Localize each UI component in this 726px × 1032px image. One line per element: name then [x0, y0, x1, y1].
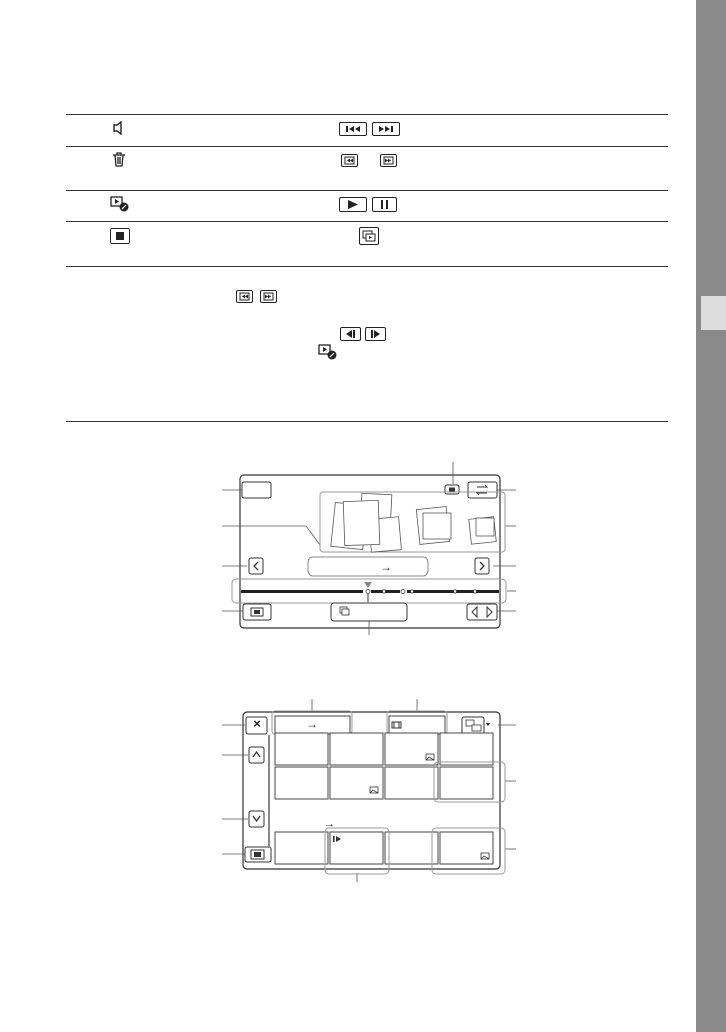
page-edge-bar: [696, 0, 726, 1032]
table-rule: [66, 266, 668, 267]
volume-icon: [111, 121, 125, 135]
event-view-diagram: [222, 460, 522, 635]
table-rule: [66, 221, 668, 222]
slideshow-button[interactable]: [359, 227, 379, 245]
fast-forward-icon: [260, 290, 277, 303]
fast-forward-button[interactable]: [380, 154, 397, 167]
close-button[interactable]: ×: [253, 716, 261, 731]
index-view-diagram: [222, 697, 522, 882]
section-tab: [701, 296, 726, 330]
rewind-button[interactable]: [341, 154, 358, 167]
table-rule: [66, 421, 668, 422]
previous-button[interactable]: [339, 122, 367, 136]
playback-edit-icon: [110, 196, 130, 212]
pause-button[interactable]: [372, 197, 397, 212]
rewind-icon: [236, 290, 253, 303]
table-rule: [66, 146, 668, 147]
playback-edit-icon: [318, 344, 338, 360]
date-range-arrow: →: [380, 560, 392, 574]
table-rule: [66, 114, 668, 115]
stop-button[interactable]: [110, 228, 130, 244]
small-arrow: →: [324, 818, 335, 830]
next-button[interactable]: [372, 122, 400, 136]
date-arrow: →: [306, 717, 318, 731]
frame-forward-icon: [365, 327, 386, 341]
trash-icon: [112, 152, 126, 167]
frame-back-icon: [340, 327, 361, 341]
play-button[interactable]: [339, 197, 367, 212]
table-rule: [66, 190, 668, 191]
